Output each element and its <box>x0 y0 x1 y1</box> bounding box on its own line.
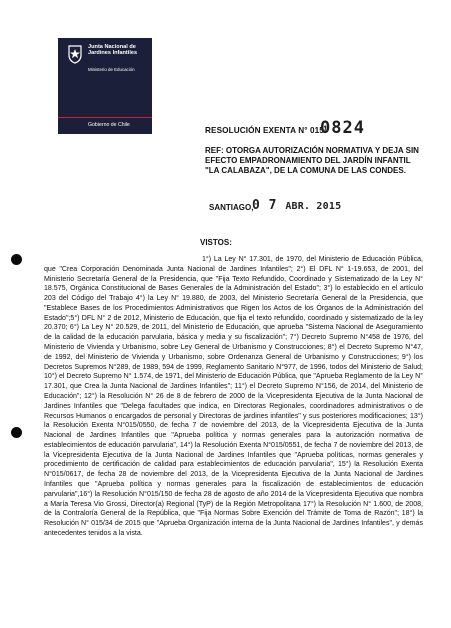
resolution-number: 0824 <box>320 118 365 138</box>
vistos-heading: VISTOS: <box>200 238 232 247</box>
government-label: Gobierno de Chile <box>88 122 130 128</box>
date-stamp <box>252 198 341 213</box>
institution-name: Junta Nacional de Jardines Infantiles <box>88 44 138 57</box>
logo-red-stripe <box>58 117 152 119</box>
punch-hole-top <box>11 254 22 265</box>
vistos-body <box>44 255 423 539</box>
ministry-name: Ministerio de Educación <box>88 67 135 72</box>
date-place: SANTIAGO, <box>209 203 254 212</box>
resolution-label: RESOLUCIÓN EXENTA N° 015/ <box>205 126 327 135</box>
chile-crest-icon <box>65 43 85 65</box>
institution-logo <box>58 38 152 134</box>
vistos-text: 1°) La Ley N° 17.301, de 1970, del Ministerio de Educación Pública, que "Crea Corporación Denominada Junta Nacional de Jardines Infantiles"; 2°) El DFL N° 1-19.653, de 2001, del Ministerio Secretaría General de la Presidencia, que "Fija Texto Refundido, Coordinado y Sistematizado de la Ley N° 18.575, Orgánica Constitucional de Bases Generales de la Administración del Estado"; 3°) lo establecido en el artículo 203 del Código del Trabajo 4°) la Ley N° 19.880, de 2003, del Ministerio Secretaría General de la Presidencia, que "Establece Bases de los Procedimientos Administrativos que Rigen los Actos de los Órganos de la Administración del Estado";5°) DFL N° 2 de 2012, Ministerio de Educación, que fija el texto refundido, coordinado y sistematizado de la ley 20.370; 6°) La Ley N° 20.529, de 2011, del Ministerio de Educación, que aprueba "Sistema Nacional de Aseguramiento de la calidad de la educación parvularia, básica y media y su fiscalización"; 7°) Decreto Supremo N°458 de 1976, del Ministerio de Vivienda y Urbanismo, sobre Ley General de Urbanismo y Construcciones; 8°) el Decreto Supremo N°47, de 1992, del Ministerio de Vivienda y Urbanismo, sobre Ordenanza General de Urbanismo y Construcciones; 9°) los Decretos Supremos N°289, de 1989, 594 de 1999, Reglamento Sanitario N°977, de 1996, todos del Ministerio de Salud; 10°) el Decreto Supremo N° 1.574, de 1971, del Ministerio de Educación Pública, que "Aprueba Reglamento de la Ley N° 17.301, que Crea la Junta Nacional de Jardines Infantiles"; 11°) el Decreto Supremo N°156, de 2014, del Ministerio de Educación"; 12°) la Resolución N° 26 de 8 de febrero de 2000 de la Vicepresidenta Ejecutiva de la Junta Nacional de Jardines Infantiles que "Delega facultades que indica, en Directoras Regionales, coordinadores administrativos o de Recursos Humanos o encargados de personal y Directoras de jardines infantiles" y sus posteriores modificaciones; 13°) la Resolución Exenta N°015/0550, de fecha 7 de noviembre del 2013, de la Vicepresidenta Ejecutiva de la Junta Nacional de Jardines Infantiles que "Aprueba política y normas generales para la autorización normativa de establecimientos de educación parvularia", 14°) la Resolución Exenta N°015/0551, de fecha 7 de noviembre del 2013, de la Vicepresidenta Ejecutiva de la Junta Nacional de Jardines Infantiles que "Aprueba políticas, normas generales y procedimiento de certificación de calidad para establecimientos de educación parvularia", 15°) la Resolución Exenta N°015/0617, de fecha 28 de noviembre del 2013, de la Vicepresidenta Ejecutiva de la Junta Nacional de Jardines Infantiles que "Aprueba política y normas generales para la fiscalización de establecimientos de educación parvularia",16°) la Resolución N°015/150 de fecha 28 de agosto de año 2014 de la Vicepresidenta Ejecutiva que nombra a María Teresa Vio Grossi, Director(a) Regional (TyP) de la Región Metropolitana 17°) la Resolución N° 1.600, de 2008, de la Contraloría General de la República, que "Fija Normas Sobre Exención del Trámite de Toma de Razón"; 18°) la Resolución N° 015/34 de 2015 que "Aprueba Organización interna de la Junta Nacional de Jardines Infantiles", y demás antecedentes tenidos a la vista. <box>44 256 423 537</box>
date-day: 0 7 <box>252 198 277 213</box>
date-month-year: ABR. 2015 <box>285 201 342 212</box>
reference-text: REF: OTORGA AUTORIZACIÓN NORMATIVA Y DEJA SIN EFECTO EMPADRONAMIENTO DEL JARDÍN INFANTIL "LA CALABAZA", DE LA COMUNA DE LAS CONDES. <box>205 146 419 175</box>
punch-hole-bottom <box>11 427 22 438</box>
